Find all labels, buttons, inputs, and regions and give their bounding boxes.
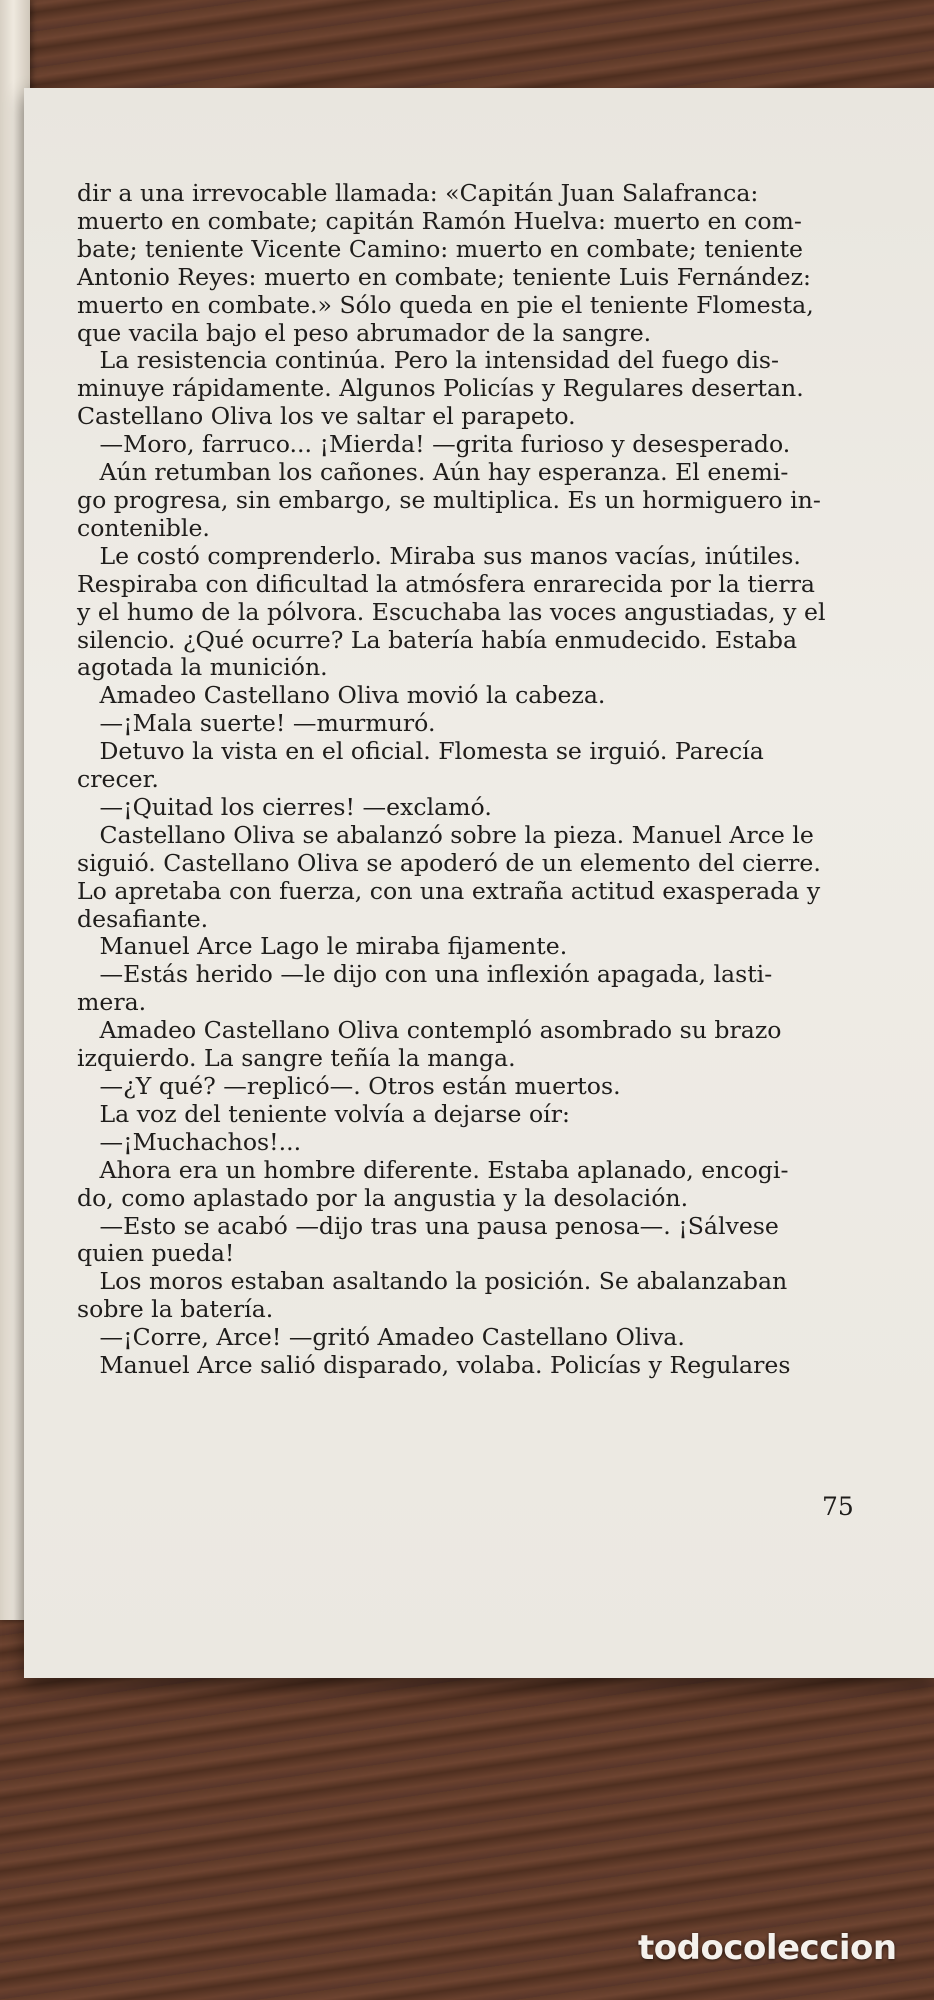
text-line: y el humo de la pólvora. Escuchaba las voces angustiadas, y el	[77, 597, 826, 626]
text-line: Lo apretaba con fuerza, con una extraña actitud exasperada y	[77, 876, 821, 905]
text-line: —¿Y qué? —replicó—. Otros están muertos.	[77, 1072, 621, 1100]
text-line: minuye rápidamente. Algunos Policías y Regulares desertan.	[77, 374, 804, 403]
text-line: izquierdo. La sangre teñía la manga.	[77, 1044, 516, 1073]
text-line: silencio. ¿Qué ocurre? La batería había enmudecido. Estaba	[77, 625, 798, 654]
text-line: mera.	[77, 988, 147, 1017]
text-line: siguió. Castellano Oliva se apoderó de un elemento del cierre.	[77, 848, 821, 877]
text-line: muerto en combate.» Sólo queda en pie el teniente Flomesta,	[77, 290, 814, 319]
text-line: agotada la munición.	[77, 653, 328, 682]
text-line: Amadeo Castellano Oliva contempló asombrado su brazo	[77, 1016, 782, 1045]
watermark-logo: todocoleccion	[638, 1928, 897, 1968]
text-line: La voz del teniente volvía a dejarse oír:	[77, 1099, 570, 1128]
text-line: Castellano Oliva los ve saltar el parapeto.	[77, 402, 576, 431]
text-line: go progresa, sin embargo, se multiplica. Es un hormiguero in-	[77, 485, 821, 514]
text-line: sobre la batería.	[77, 1295, 274, 1324]
text-line: quien pueda!	[77, 1239, 235, 1268]
text-line: Amadeo Castellano Oliva movió la cabeza.	[77, 681, 606, 710]
text-line: contenible.	[77, 513, 210, 542]
text-line: Los moros estaban asaltando la posición. Se abalanzaban	[77, 1267, 788, 1296]
text-line: —¡Muchachos!...	[77, 1127, 302, 1156]
text-line: —¡Corre, Arce! —gritó Amadeo Castellano Oliva.	[77, 1323, 685, 1352]
text-line: Ahora era un hombre diferente. Estaba aplanado, encogi-	[77, 1155, 789, 1184]
text-line: que vacila bajo el peso abrumador de la sangre.	[77, 318, 652, 347]
text-line: Manuel Arce salió disparado, volaba. Policías y Regulares	[77, 1351, 791, 1380]
text-line: desafiante.	[77, 904, 209, 933]
text-line: dir a una irrevocable llamada: «Capitán Juan Salafranca:	[77, 179, 759, 207]
text-line: —Estás herido —le dijo con una inflexión apagada, lasti-	[77, 960, 773, 989]
text-line: bate; teniente Vicente Camino: muerto en combate; teniente	[77, 234, 804, 263]
text-line: —Esto se acabó —dijo tras una pausa penosa—. ¡Sálvese	[77, 1211, 779, 1240]
text-line: Aún retumban los cañones. Aún hay esperanza. El enemi-	[77, 458, 789, 487]
text-line: do, como aplastado por la angustia y la desolación.	[77, 1183, 689, 1212]
text-line: Manuel Arce Lago le miraba fijamente.	[77, 932, 568, 961]
text-line: —¡Quitad los cierres! —exclamó.	[77, 792, 492, 821]
text-line: Antonio Reyes: muerto en combate; teniente Luis Fernández:	[77, 262, 811, 291]
text-line: crecer.	[77, 765, 159, 794]
text-line: La resistencia continúa. Pero la intensidad del fuego dis-	[77, 346, 780, 375]
text-line: Le costó comprenderlo. Miraba sus manos vacías, inútiles.	[77, 541, 801, 570]
page-number: 75	[822, 1492, 854, 1521]
text-line: —¡Mala suerte! —murmuró.	[77, 709, 436, 738]
text-line: Detuvo la vista en el oficial. Flomesta se irguió. Parecía	[77, 737, 764, 766]
text-line: —Moro, farruco... ¡Mierda! —grita furioso y desesperado.	[77, 430, 791, 459]
text-line: muerto en combate; capitán Ramón Huelva: muerto en com-	[77, 206, 802, 235]
page-body-text	[77, 180, 877, 1380]
text-line: Respiraba con dificultad la atmósfera enrarecida por la tierra	[77, 569, 815, 598]
book-page	[24, 88, 934, 1678]
text-line: Castellano Oliva se abalanzó sobre la pieza. Manuel Arce le	[77, 820, 814, 849]
